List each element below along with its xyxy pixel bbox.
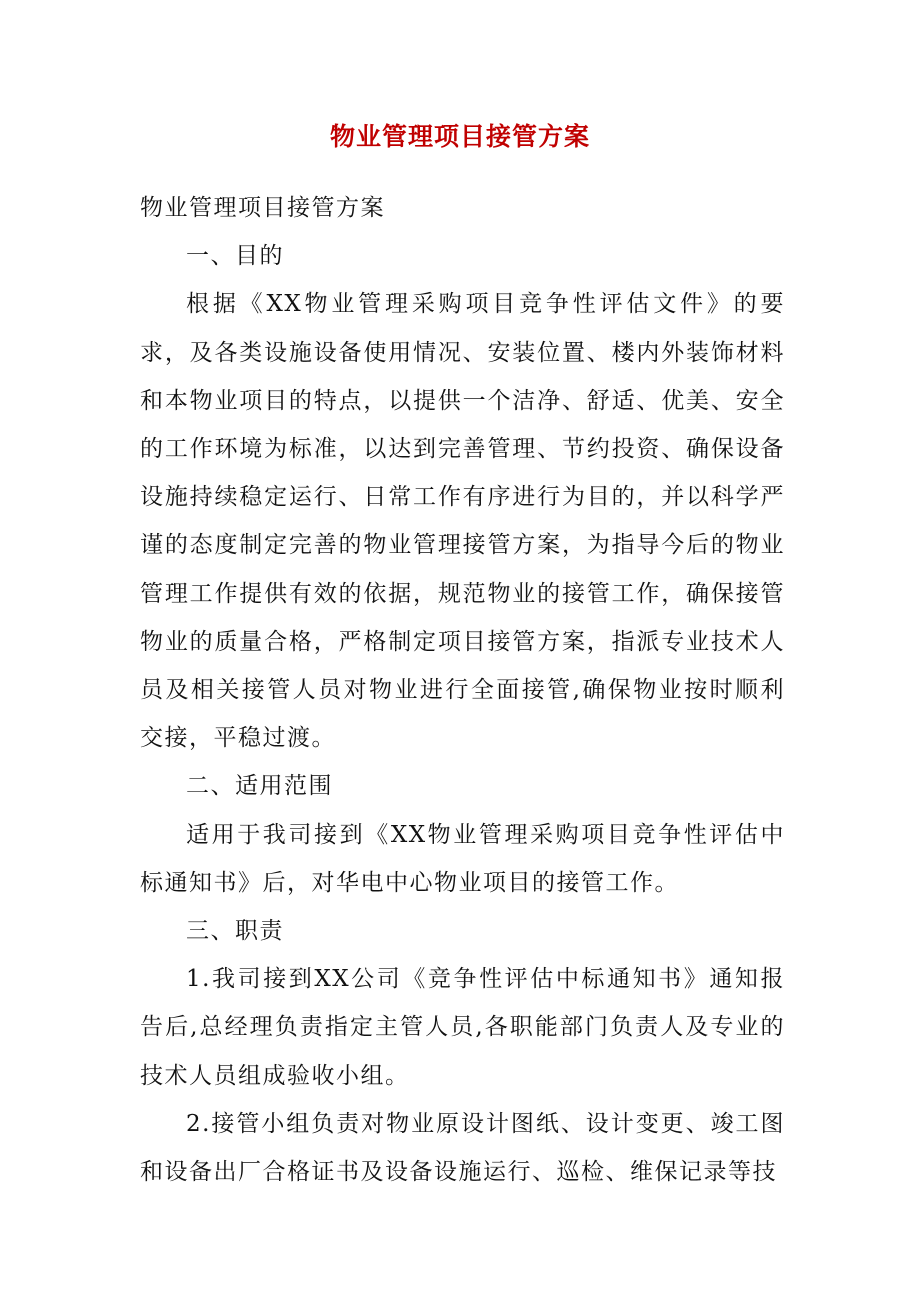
duty-item-1: 1.我司接到XX公司《竞争性评估中标通知书》通知报告后,总经理负责指定主管人员,各职能部门负责人及专业的技术人员组成验收小组。 [140, 966, 785, 1089]
document-title: 物业管理项目接管方案 [329, 122, 590, 151]
paragraph-purpose: 根据《XX物业管理采购项目竞争性评估文件》的要求，及各类设施设备使用情况、安装位置、楼内外装饰材料和本物业项目的特点，以提供一个洁净、舒适、优美、安全的工作环境为标准，以达到完善管理、节约投资、确保设备设施持续稳定运行、日常工作有序进行为目的，并以科学严谨的态度制定完善的物业管理接管方案，为指导今后的物业管理工作提供有效的依据，规范物业的接管工作，确保接管物业的质量合格，严格制定项目接管方案，指派专业技术人员及相关接管人员对物业进行全面接管,确保物业按时顺利交接，平稳过渡。 [140, 291, 785, 752]
section-heading-duties: 三、职责 [186, 918, 284, 945]
document-body [140, 184, 785, 1196]
document-subtitle: 物业管理项目接管方案 [140, 195, 385, 221]
duty-item-2: 2.接管小组负责对物业原设计图纸、设计变更、竣工图和设备出厂合格证书及设备设施运行、巡检、维保记录等技 [140, 1110, 785, 1186]
paragraph-scope: 适用于我司接到《XX物业管理采购项目竞争性评估中标通知书》后，对华电中心物业项目的接管工作。 [140, 821, 785, 896]
section-heading-purpose: 一、目的 [186, 243, 284, 270]
section-heading-scope: 二、适用范围 [186, 773, 333, 800]
